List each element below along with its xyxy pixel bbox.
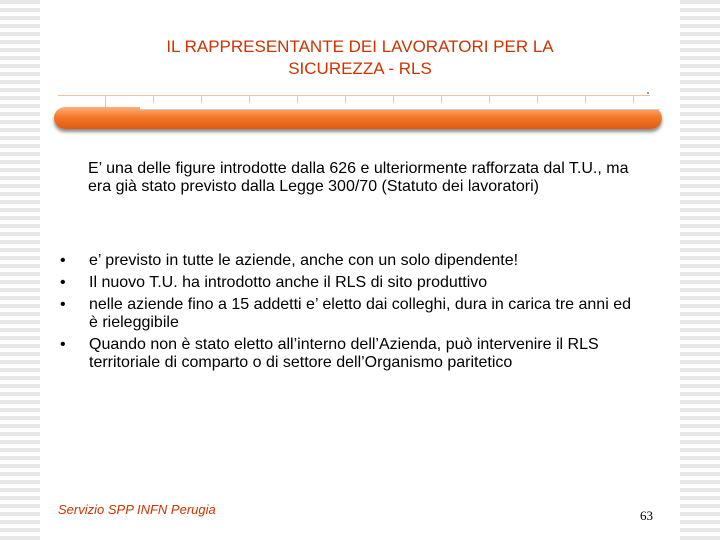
bullet-marker: •	[60, 296, 66, 313]
intro-paragraph: E’ una delle figure introdotte dalla 626 e ulteriormente rafforzata dal T.U., ma era già stato previsto dalla Legge 300/70 (Statuto dei lavoratori)	[88, 160, 629, 195]
bullet-text: nelle aziende fino a 15 addetti e’ eletto dai colleghi, dura in carica tre anni ed è rieleggibile	[89, 296, 631, 331]
slide-title	[40, 36, 680, 80]
bullet-text: Quando non è stato eletto all’interno dell’Azienda, può intervenire il RLS territoriale di comparto o di settore dell’Organismo paritetico	[89, 336, 599, 371]
title-line-2: SICUREZZA - RLS	[288, 59, 432, 78]
bullet-text: Il nuovo T.U. ha introdotto anche il RLS di sito produttivo	[89, 274, 488, 291]
list-item	[60, 274, 640, 292]
bullet-marker: •	[60, 336, 66, 353]
title-underline-bar	[54, 107, 662, 129]
slide	[40, 0, 680, 540]
list-item	[60, 296, 640, 332]
bullet-list	[60, 252, 640, 376]
bullet-marker: •	[60, 252, 66, 269]
footer-text: Servizio SPP INFN Perugia	[58, 502, 216, 517]
list-item	[60, 252, 640, 270]
decorative-tab	[140, 103, 660, 110]
bullet-text: e’ previsto in tutte le aziende, anche con un solo dipendente!	[89, 252, 519, 269]
decorative-dot	[647, 92, 649, 94]
list-item	[60, 336, 640, 372]
bullet-marker: •	[60, 274, 66, 291]
page-number: 63	[640, 508, 653, 523]
right-decorative-stripes	[680, 0, 720, 540]
title-line-1: IL RAPPRESENTANTE DEI LAVORATORI PER LA	[166, 37, 554, 56]
left-decorative-stripes	[0, 0, 40, 540]
